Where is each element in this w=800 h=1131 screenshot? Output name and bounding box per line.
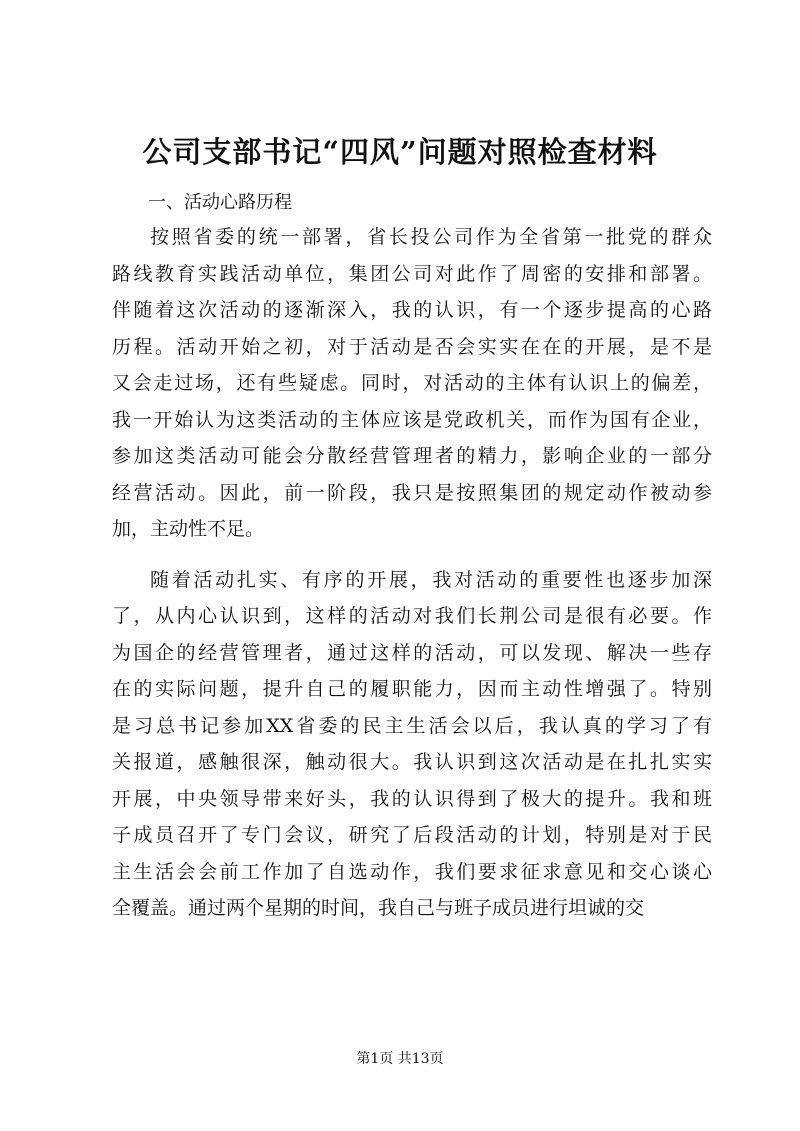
paragraph-spacer [112, 554, 712, 568]
paragraph-line: 子成员召开了专门会议，研究了后段活动的计划，特别是对于民 [112, 824, 712, 846]
paragraph-line: 关报道，感触很深，触动很大。我认识到这次活动是在扎扎实实 [112, 751, 712, 773]
paragraph-line: 历程。活动开始之初，对于活动是否会实实在在的开展，是不是 [112, 335, 712, 358]
paragraph-line: 又会走过场，还有些疑虑。同时，对活动的主体有认识上的偏差， [112, 372, 712, 394]
paragraph-line: 主生活会会前工作加了自选动作，我们要求征求意见和交心谈心 [112, 860, 712, 883]
paragraph-line: 加，主动性不足。 [112, 518, 265, 540]
section-heading: 一、活动心路历程 [148, 192, 292, 213]
paragraph-line: 全覆盖。通过两个星期的时间，我自己与班子成员进行坦诚的交 [112, 897, 645, 919]
paragraph-line: 参加这类活动可能会分散经营管理者的精力，影响企业的一部分 [112, 445, 712, 467]
document-title: 公司支部书记“四风”问题对照检查材料 [142, 135, 658, 169]
paragraph [112, 568, 712, 933]
paragraph-line: 按照省委的统一部署，省长投公司作为全省第一批党的群众 [150, 226, 712, 248]
paragraph-line: 路线教育实践活动单位，集团公司对此作了周密的安排和部署。 [112, 262, 712, 285]
paragraph-list [112, 225, 712, 933]
paragraph-line: 伴随着这次活动的逐渐深入，我的认识，有一个逐步提高的心路 [112, 299, 712, 321]
paragraph-line: 经营活动。因此，前一阶段，我只是按照集团的规定动作被动参 [112, 481, 712, 504]
paragraph-line: 了，从内心认识到，这样的活动对我们长荆公司是很有必要。作 [112, 605, 712, 627]
document-body [112, 190, 712, 933]
page-number: 第1页 共13页 [356, 1051, 444, 1067]
paragraph-line: 为国企的经营管理者，通过这样的活动，可以发现、解决一些存 [112, 641, 712, 664]
paragraph-line: 随着活动扎实、有序的开展，我对活动的重要性也逐步加深 [150, 568, 712, 591]
paragraph-line: 开展，中央领导带来好头，我的认识得到了极大的提升。我和班 [112, 787, 712, 810]
paragraph-line: 在的实际问题，提升自己的履职能力，因而主动性增强了。特别 [112, 678, 712, 700]
paragraph [112, 225, 712, 554]
paragraph-line: 是习总书记参加XX省委的民主生活会以后，我认真的学习了有 [112, 714, 712, 737]
paragraph-line: 我一开始认为这类活动的主体应该是党政机关，而作为国有企业， [112, 408, 712, 431]
